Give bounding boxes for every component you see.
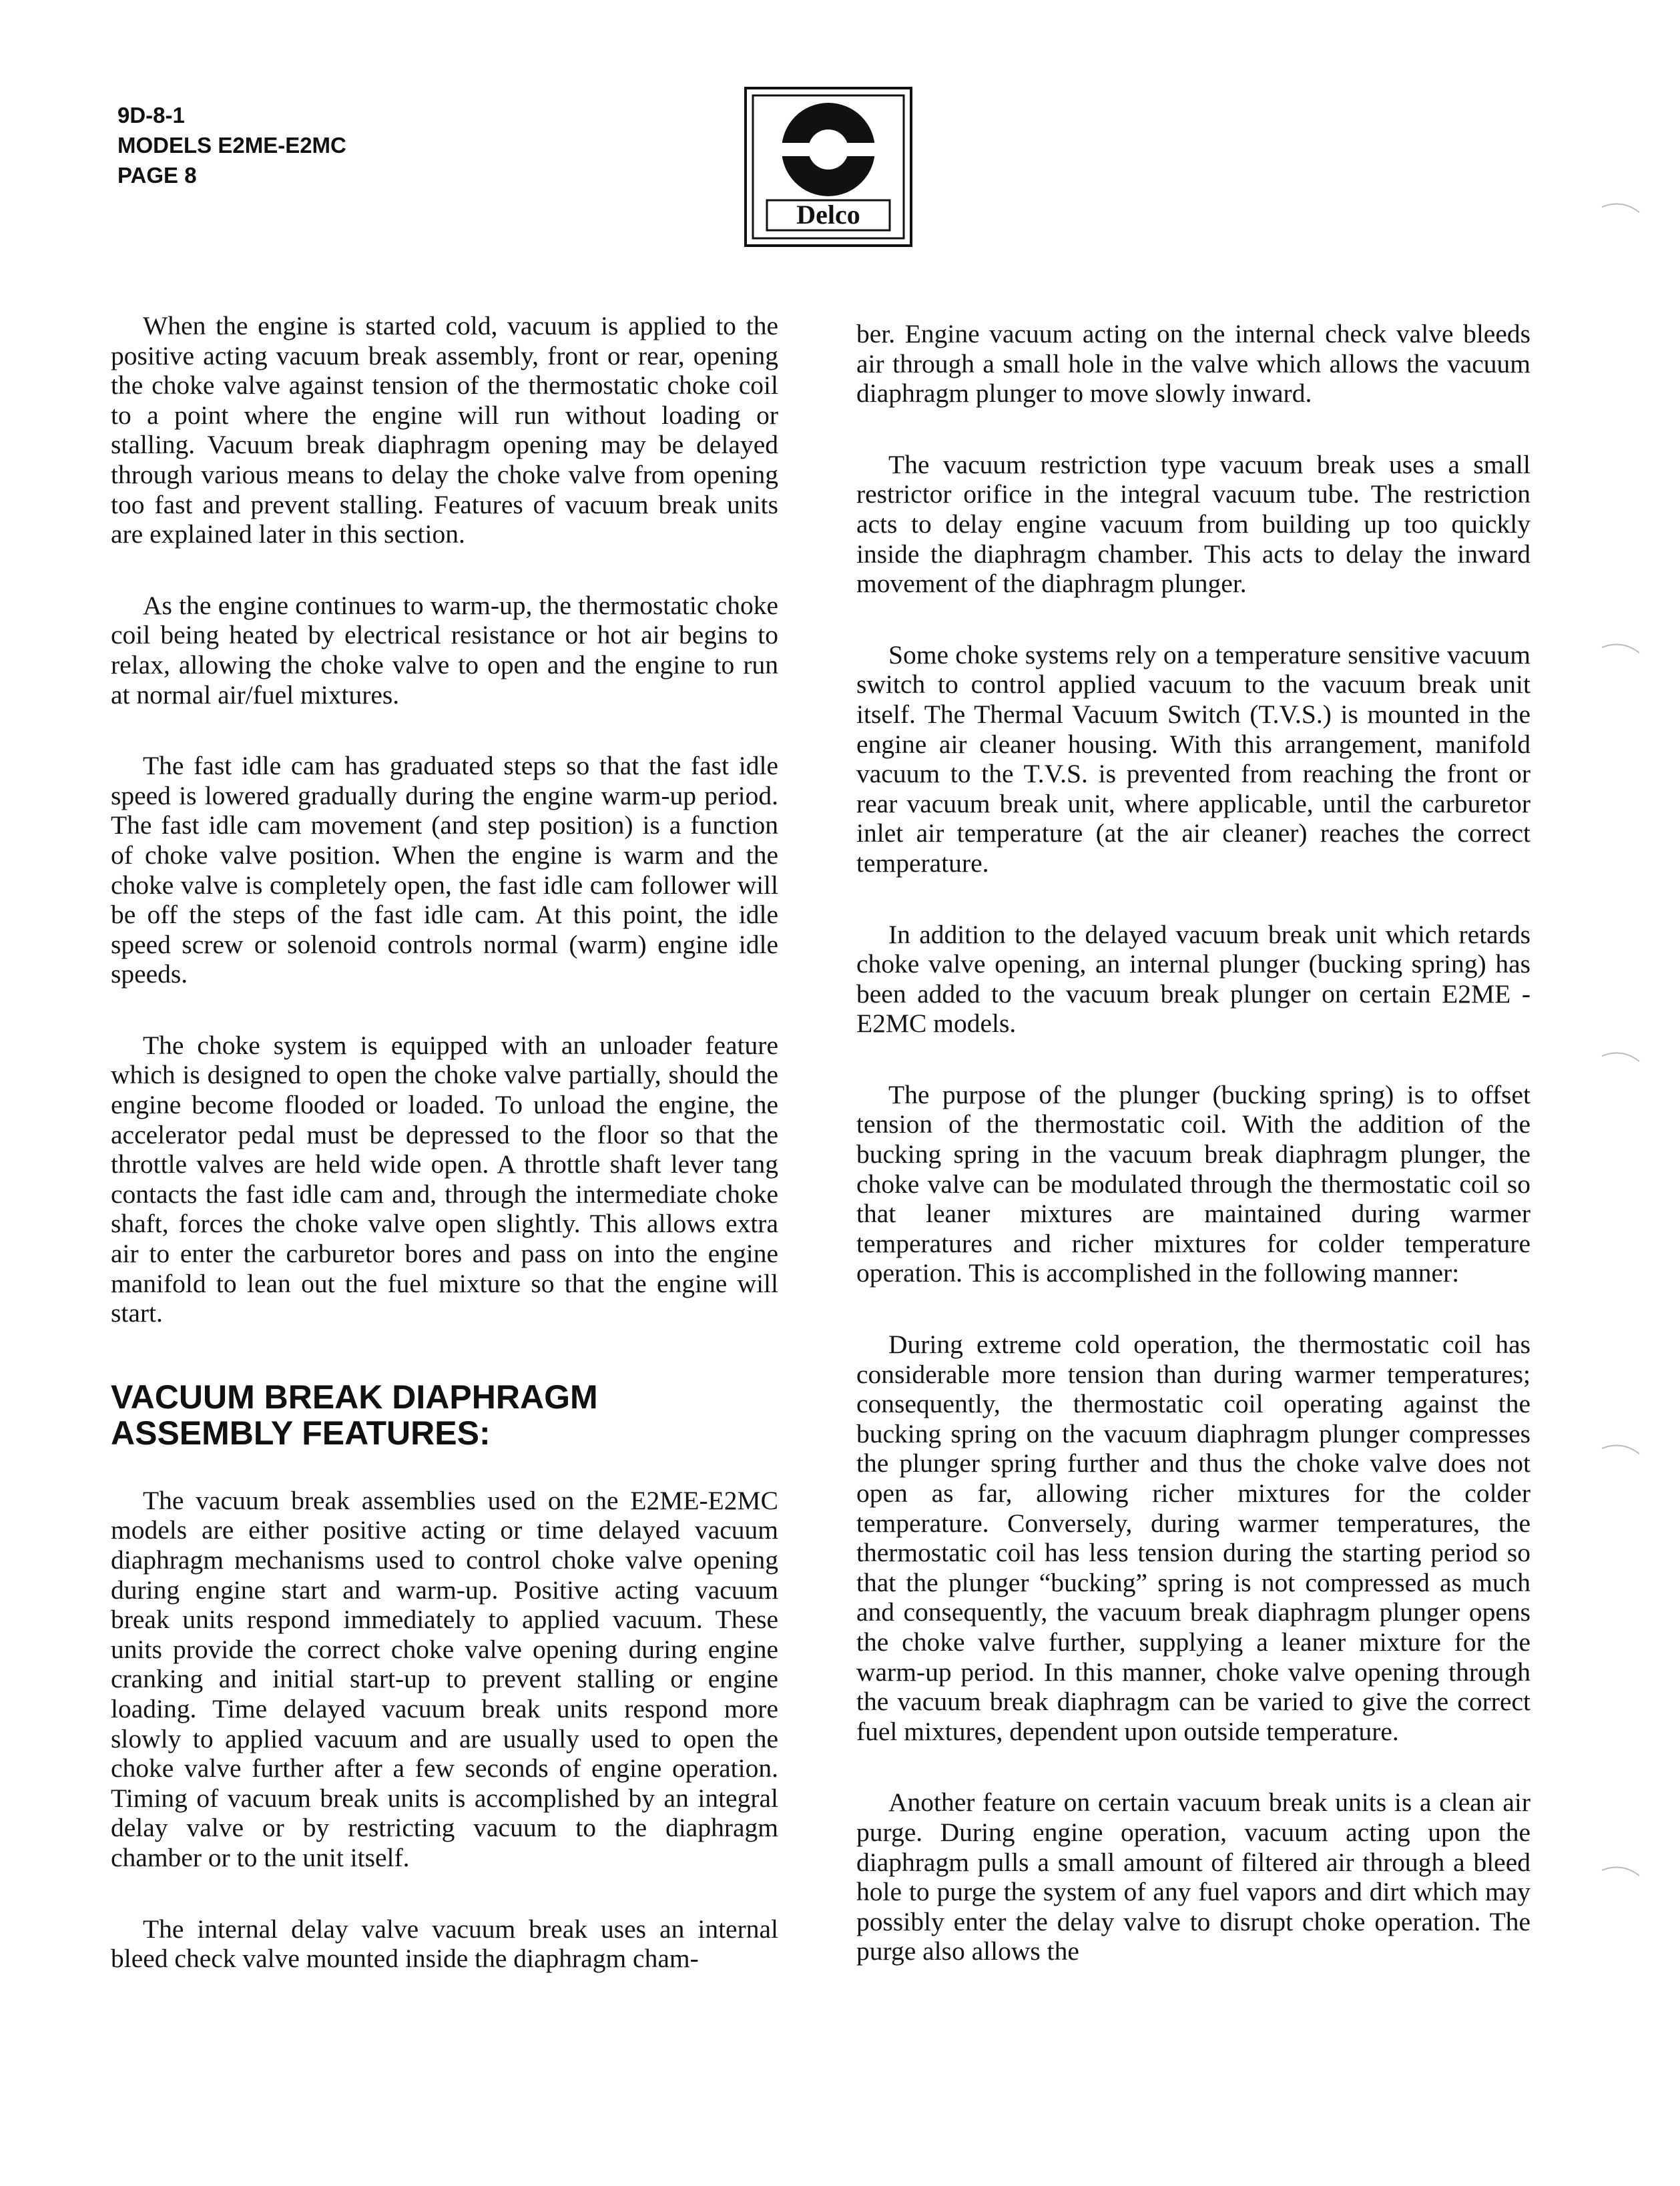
left-column (111, 311, 778, 2015)
right-column (856, 319, 1530, 2008)
paragraph-clean-air-purge: Another feature on certain vacuum break units is a clean air purge. During engine operation, vacuum acting upon the diaphragm pulls a small amount of filtered air through a bleed hole to purge the system of any fuel vapors and dirt which may possibly enter the delay valve to disrupt choke operation. The purge also allows the (856, 1788, 1530, 1966)
paragraph-vacuum-break-assemblies: The vacuum break assemblies used on the E2ME-E2MC models are either positive acting or time delayed vacuum diaphragm mechanisms used to control choke valve opening during engine start and warm-up. Positive acting vacuum break units respond immediately to applied vacuum. These units provide the correct choke valve opening during engine cranking and initial start-up to prevent stalling or engine loading. Time delayed vacuum break units respond more slowly to applied vacuum and are usually used to open the choke valve further after a few seconds of engine operation. Timing of vacuum break units is accomplished by an integral delay valve or by restricting vacuum to the diaphragm chamber or to the unit itself. (111, 1485, 778, 1872)
logo-text: Delco (796, 200, 860, 230)
models-label: MODELS E2ME-E2MC (117, 133, 346, 158)
section-number: 9D-8-1 (117, 103, 185, 127)
paragraph-restriction-type: The vacuum restriction type vacuum break uses a small restrictor orifice in the integral vacuum tube. The restriction acts to delay engine vacuum from building up too quickly inside the diaphragm chamber. This acts to delay the inward movement of the diaphragm plunger. (856, 449, 1530, 599)
margin-hole-mark (1601, 639, 1641, 654)
paragraph-internal-delay-valve: The internal delay valve vacuum break uses an internal bleed check valve mounted inside the diaphragm cham- (111, 1914, 778, 1974)
page-number: PAGE 8 (117, 163, 197, 188)
paragraph-unloader: The choke system is equipped with an unloader feature which is designed to open the choke valve partially, should the engine become flooded or loaded. To unload the engine, the accelerator pedal must be depressed to the floor so that the throttle valves are held wide open. A throttle shaft lever tang contacts the fast idle cam and, through the intermediate choke shaft, forces the choke valve open slightly. This allows extra air to enter the carburetor bores and pass on into the engine manifold to lean out the fuel mixture so that the engine will start. (111, 1030, 778, 1328)
section-heading: VACUUM BREAK DIAPHRAGM ASSEMBLY FEATURES: (111, 1378, 598, 1452)
paragraph-warm-up: As the engine continues to warm-up, the thermostatic choke coil being heated by electrical resistance or hot air begins to relax, allowing the choke valve to open and the engine to run at normal air/fuel mixtures. (111, 590, 778, 710)
paragraph-bucking-spring: In addition to the delayed vacuum break unit which retards choke valve opening, an internal plunger (bucking spring) has been added to the vacuum break plunger on certain E2ME - E2MC models. (856, 919, 1530, 1039)
margin-hole-mark (1601, 1048, 1641, 1063)
paragraph-fast-idle-cam: The fast idle cam has graduated steps so that the fast idle speed is lowered gradually during the engine warm-up period. The fast idle cam movement (and step position) is a function of choke valve position. When the engine is warm and the choke valve is completely open, the fast idle cam follower will be off the steps of the fast idle cam. At this point, the idle speed screw or solenoid controls normal (warm) engine idle speeds. (111, 751, 778, 989)
paragraph-cold-operation: During extreme cold operation, the thermostatic coil has considerable more tension than during warmer temperatures; consequently, the thermostatic coil operating against the bucking spring on the vacuum diaphragm plunger compresses the plunger spring further and thus the choke valve does not open as far, allowing richer mixtures for the colder temperature. Conversely, during warmer temperatures, the thermostatic coil has less tension during the starting period so that the plunger “bucking” spring is not compressed as much and consequently, the vacuum break diaphragm plunger opens the choke valve further, supplying a leaner mixture for the warm-up period. In this manner, choke valve opening through the vacuum break diaphragm can be varied to give the correct fuel mixtures, dependent upon outside temperature. (856, 1330, 1530, 1746)
paragraph-plunger-purpose: The purpose of the plunger (bucking spring) is to offset tension of the thermostatic coil. With the addition of the bucking spring in the vacuum break diaphragm plunger, the choke valve can be modulated through the thermostatic coil so that leaner mixtures are maintained during warmer temperatures and richer mixtures for colder temperature operation. This is accomplished in the following manner: (856, 1079, 1530, 1288)
paragraph-thermal-vacuum-switch: Some choke systems rely on a temperature sensitive vacuum switch to control applied vacuum to the vacuum break unit itself. The Thermal Vacuum Switch (T.V.S.) is mounted in the engine air cleaner housing. With this arrangement, manifold vacuum to the T.V.S. is prevented from reaching the front or rear vacuum break unit, where applicable, until the carburetor inlet air temperature (at the air cleaner) reaches the correct temperature. (856, 639, 1530, 878)
delco-logo-icon (744, 87, 912, 247)
paragraph-check-valve-continued: ber. Engine vacuum acting on the internal check valve bleeds air through a small hole in the valve which allows the vacuum diaphragm plunger to move slowly inward. (856, 319, 1530, 408)
margin-hole-mark (1601, 1440, 1641, 1455)
page-header (117, 100, 346, 190)
margin-hole-mark (1601, 1862, 1641, 1877)
margin-hole-mark (1601, 199, 1641, 214)
paragraph-cold-start: When the engine is started cold, vacuum is applied to the positive acting vacuum break assembly, front or rear, opening the choke valve against tension of the thermostatic choke coil to a point where the engine will run without loading or stalling. Vacuum break diaphragm opening may be delayed through various means to delay the choke valve from opening too fast and prevent stalling. Features of vacuum break units are explained later in this section. (111, 311, 778, 549)
